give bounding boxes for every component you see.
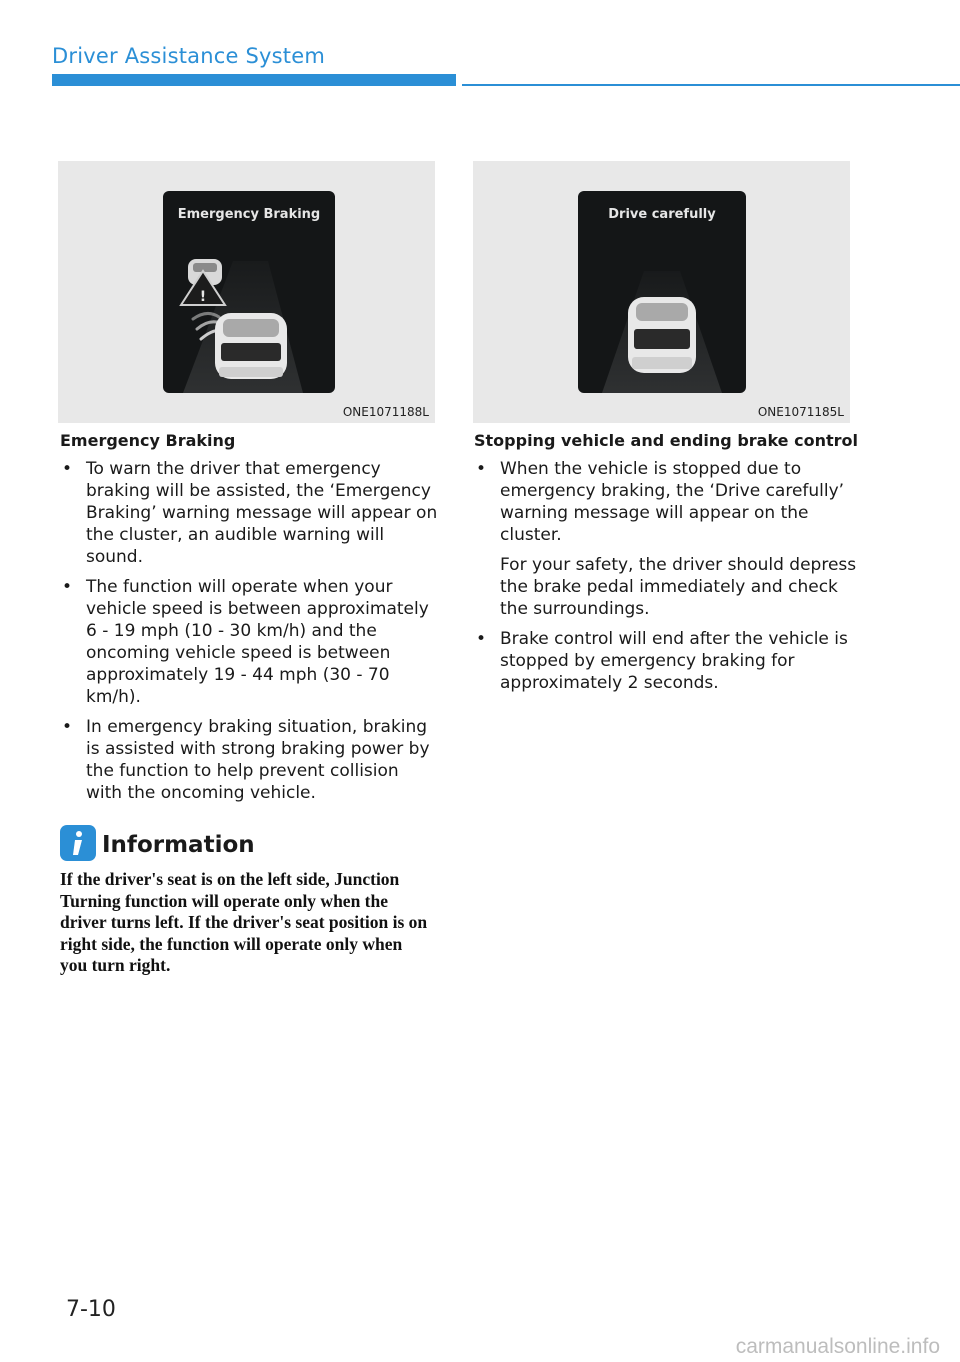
page-number: 7-10 [66,1297,116,1322]
bullet-icon: • [62,459,73,479]
list-item [60,576,438,708]
figure-emergency-braking [58,161,435,423]
own-vehicle-icon [215,313,287,379]
header-rule [462,84,960,86]
section-title: Driver Assistance System [52,44,325,68]
own-vehicle-icon [628,297,696,373]
figure-code: ONE1071188L [342,405,429,419]
cluster-screen [163,191,335,393]
subsection-heading: Emergency Braking [60,431,236,450]
bullet-icon: • [476,629,487,649]
info-icon [60,825,96,861]
list-item [60,716,438,804]
list-item [474,628,864,694]
screen-warning-title: Emergency Braking [177,207,321,222]
oncoming-vehicle-icon [181,259,225,305]
bullet-list [474,458,864,694]
subsection-heading: Stopping vehicle and ending brake control [474,431,858,450]
right-column [474,430,864,702]
list-item [60,458,438,568]
left-column [60,430,438,812]
watermark: carmanualsonline.info [735,1335,940,1358]
list-item-text: To warn the driver that emergency braking will be assisted, the ‘Emergency Braking’ warning message will appear on the cluster, an audible warning will sound. [86,459,438,567]
list-item-text: Brake control will end after the vehicle is stopped by emergency braking for approximately 2 seconds. [500,629,848,693]
list-item-text: The function will operate when your vehicle speed is between approximately 6 - 19 mph (10 - 30 km/h) and the oncoming vehicle speed is between approximately 19 - 44 mph (30 - 70 km/h). [86,577,429,707]
information-text: If the driver's seat is on the left side, Junction Turning function will operate only when the driver turns left. If the driver's seat position is on right side, the function will operate only when you turn right. [60,869,428,975]
figure-code: ONE1071185L [757,405,844,419]
list-item-note: For your safety, the driver should depress the brake pedal immediately and check the surroundings. [500,555,857,619]
figure-drive-carefully [473,161,850,423]
svg-text:!: ! [199,289,207,305]
header-accent-bar [52,74,456,86]
cluster-screen [578,191,746,393]
bullet-icon: • [62,717,73,737]
list-item-text: When the vehicle is stopped due to emergency braking, the ‘Drive carefully’ warning message will appear on the cluster. [500,459,845,545]
bullet-icon: • [62,577,73,597]
bullet-list [60,458,438,804]
information-title: Information [102,832,255,858]
bullet-icon: • [476,459,487,479]
list-item-text: In emergency braking situation, braking is assisted with strong braking power by the function to help prevent collision with the oncoming vehicle. [86,717,430,803]
screen-warning-title: Drive carefully [608,207,716,222]
list-item [474,458,864,620]
